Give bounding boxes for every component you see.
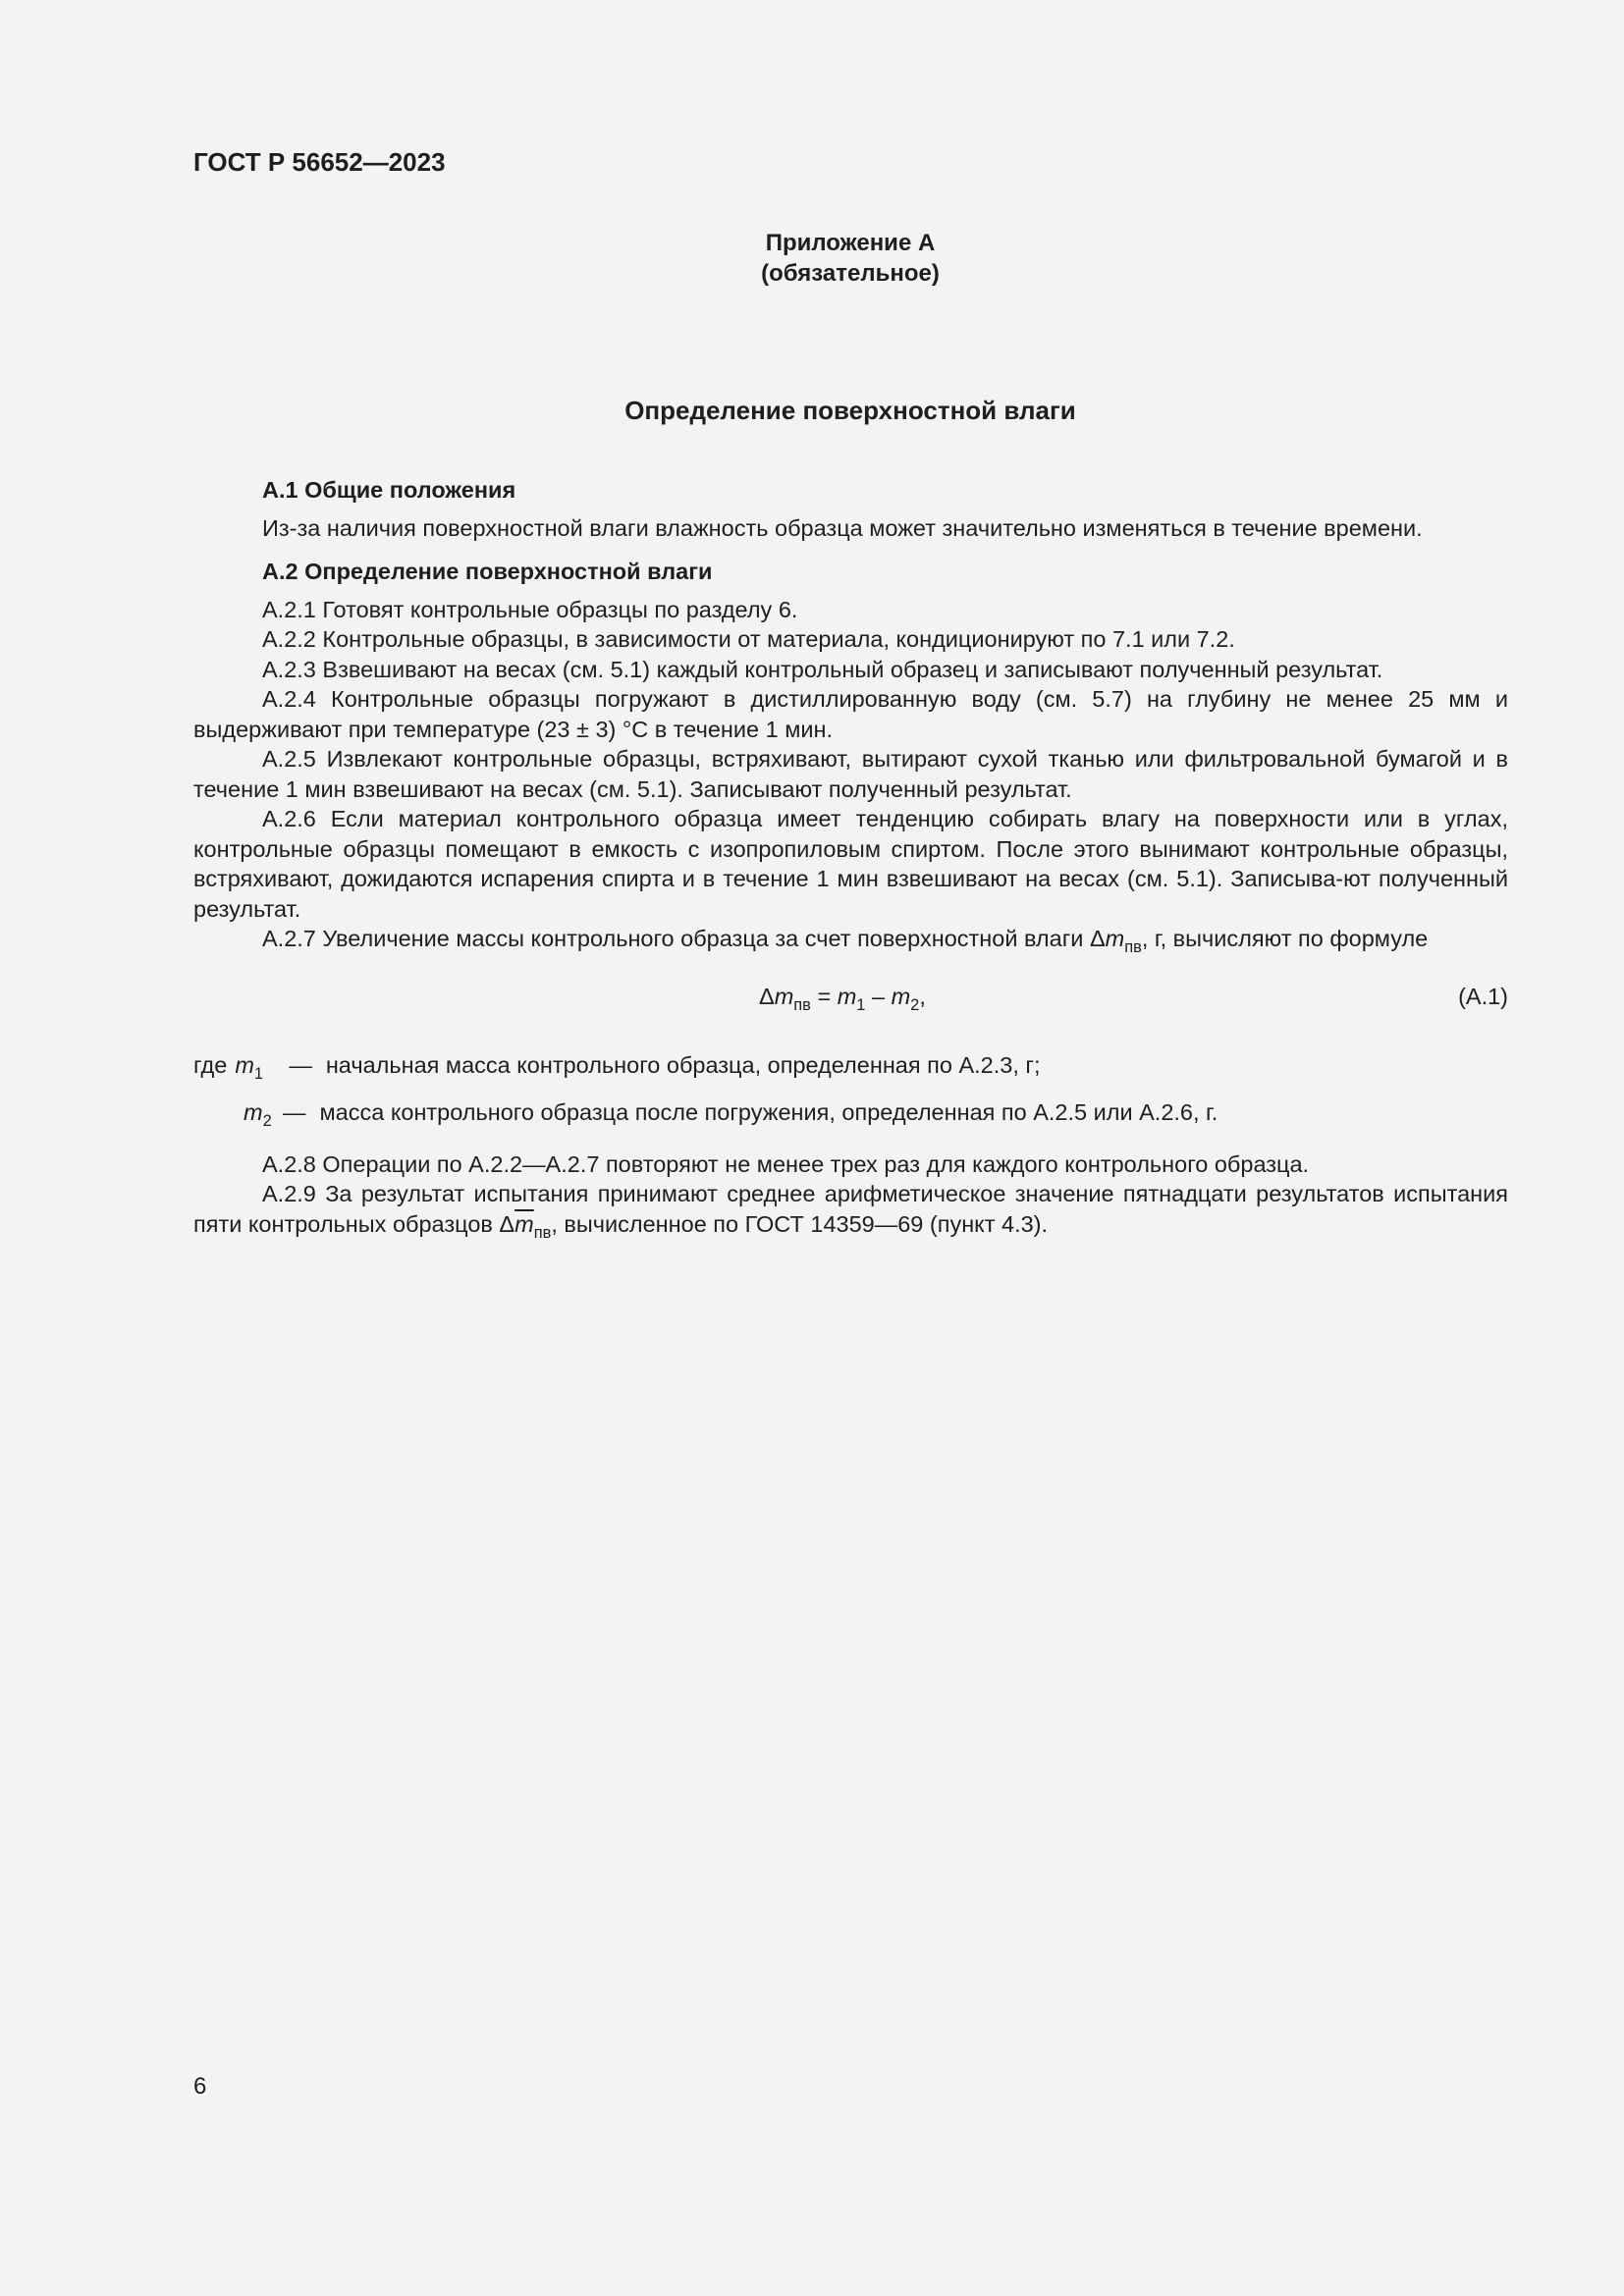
formula-number: (А.1) [1458, 983, 1508, 1009]
m2-symbol: $m_2$ [244, 1099, 272, 1130]
paragraph-a2-9-text: А.2.9 За результат испытания принимают среднее арифметическое значение пятнадцати результатов испытания пяти контрольных образцов [193, 1181, 1508, 1237]
paragraph-a2-9-tail: , вычисленное по ГОСТ 14359—69 (пункт 4.3). [551, 1210, 1049, 1237]
paragraph-a2-7-tail: , г, вычисляют по формуле [1141, 926, 1429, 951]
paragraph-a2-3: А.2.3 Взвешивают на весах (см. 5.1) каждый контрольный образец и записывают полученный результат. [262, 656, 1383, 682]
paragraph-a2-7-text: А.2.7 Увеличение массы контрольного образца за счет поверхностной влаги [262, 926, 1090, 951]
where-m2-line [193, 1097, 1508, 1128]
page-number: 6 [193, 2073, 207, 2100]
paragraph-a2-6: А.2.6 Если материал контрольного образца имеет тенденцию собирать влагу на поверхности или в углах, контрольные образцы помещают в емкость с изопропиловым спиртом. После этого вынимают контрольные образцы, встряхивают, дожидаются испарения спирта и в течение 1 мин взвешивают на весах (см. 5.1). Записыва-ют полученный результат. [193, 806, 1508, 922]
m1-description: начальная масса контрольного образца, определенная по А.2.3, г; [325, 1051, 1041, 1078]
appendix-main-title: Определение поверхностной влаги [624, 396, 1076, 425]
appendix-heading [0, 228, 1624, 289]
paragraph-a2-2: А.2.2 Контрольные образцы, в зависимости от материала, кондиционируют по 7.1 или 7.2. [262, 626, 1235, 652]
paragraph-a2-5: А.2.5 Извлекают контрольные образцы, встряхивают, вытирают сухой тканью или фильтровальной бумагой и в течение 1 мин взвешивают на весах (см. 5.1). Записывают полученный результат. [193, 746, 1508, 802]
m2-description: масса контрольного образца после погружения, определенная по А.2.5 или А.2.6, г. [319, 1099, 1218, 1125]
delta-m-pv-symbol: $\Delta m_{пв}$ [1089, 926, 1142, 956]
paragraph-a2-1: А.2.1 Готовят контрольные образцы по разделу 6. [262, 596, 798, 622]
paragraph-a2-8: А.2.8 Операции по А.2.2—А.2.7 повторяют не менее трех раз для каждого контрольного образца. [262, 1150, 1310, 1177]
where-dash-2: — [283, 1099, 306, 1125]
document-body [193, 475, 1508, 1242]
paragraph-a2-9 [193, 1179, 1508, 1242]
paragraph-a2-4: А.2.4 Контрольные образцы погружают в дистиллированную воду (см. 5.7) на глубину не менее 25 мм и выдерживают при температуре (23 ± 3) °С в течение 1 мин. [193, 686, 1508, 742]
appendix-title: Приложение А [765, 230, 936, 256]
m1-symbol: $m_1$ [235, 1051, 264, 1083]
document-header: ГОСТ Р 56652—2023 [193, 147, 446, 177]
formula-a1 [193, 982, 1508, 1014]
section-a1-heading: А.1 Общие положения [262, 477, 516, 503]
where-m1-line [193, 1050, 1508, 1081]
paragraph-a2-7 [193, 924, 1508, 954]
where-dash-1: — [289, 1051, 312, 1078]
formula-expression: $\Delta m_{пв} = m_1 - m_2$, [759, 983, 926, 1014]
delta-mean-m-pv-symbol: $\Delta\overline{m}_{пв}$ [499, 1210, 552, 1242]
where-lead: где [193, 1051, 228, 1078]
section-a2-heading: А.2 Определение поверхностной влаги [262, 559, 713, 584]
appendix-status: (обязательное) [761, 260, 940, 287]
section-a1-text: Из-за наличия поверхностной влаги влажность образца может значительно изменяться в течение времени. [262, 514, 1423, 541]
